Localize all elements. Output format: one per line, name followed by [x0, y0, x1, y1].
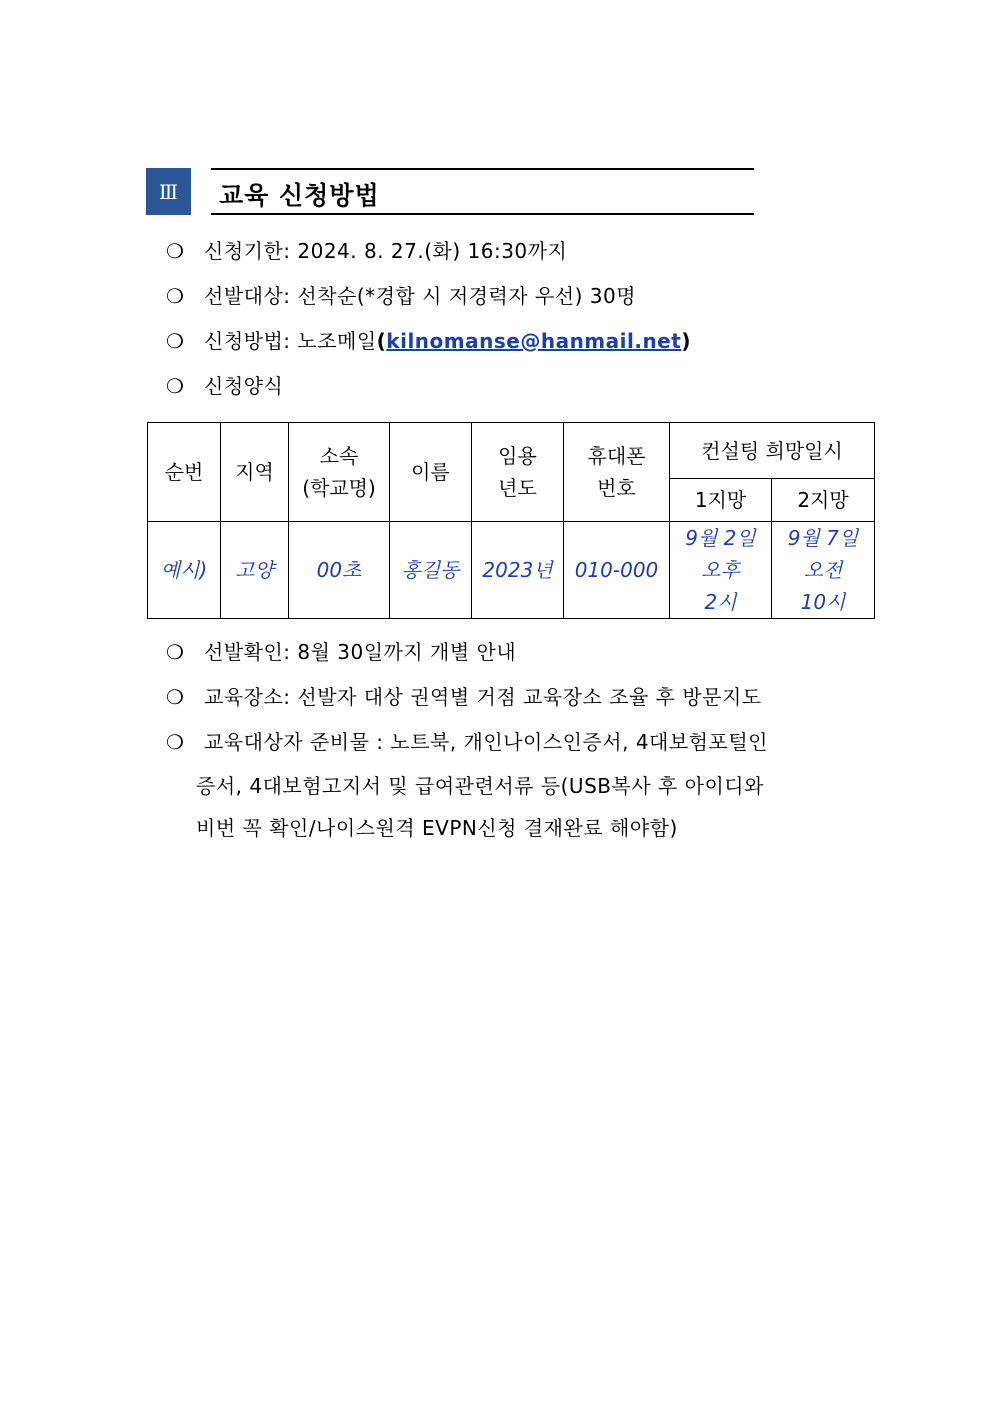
paren-open: ( [376, 329, 387, 353]
example-pref2-line2: 오전 [803, 558, 843, 582]
header-year [472, 423, 564, 522]
header-pref1: 1지망 [670, 479, 772, 522]
bullet-deadline [166, 238, 567, 264]
header-region: 지역 [221, 423, 289, 522]
paren-close: ) [681, 329, 691, 353]
header-phone [564, 423, 670, 522]
header-year-line1: 임용 [498, 444, 537, 468]
bullet-confirm [166, 639, 516, 665]
example-no: 예시) [148, 522, 221, 619]
example-pref1-line3: 2시 [704, 590, 737, 614]
example-region: 고양 [221, 522, 289, 619]
example-pref1-line1: 9월 2일 [685, 526, 756, 550]
form-text: 신청양식 [204, 374, 284, 398]
bullet-method [166, 328, 691, 354]
bullet-form [166, 373, 283, 399]
header-no: 순번 [148, 423, 221, 522]
circle-bullet-icon: ❍ [166, 239, 185, 263]
example-pref2-line3: 10시 [800, 590, 846, 614]
application-form-table [147, 422, 875, 619]
example-pref2 [772, 522, 875, 619]
bullet-place [166, 684, 762, 710]
section-number-badge: Ⅲ [146, 168, 191, 215]
example-pref1-line2: 오후 [701, 558, 740, 582]
prep-text-line1: 교육대상자 준비물 : 노트북, 개인나이스인증서, 4대보험포털인 [204, 730, 768, 754]
deadline-text: 신청기한: 2024. 8. 27.(화) 16:30까지 [204, 239, 568, 263]
confirm-text: 선발확인: 8월 30일까지 개별 안내 [204, 640, 517, 664]
section-title: 교육 신청방법 [219, 181, 380, 210]
email-link[interactable]: kilnomanse@hanmail.net [386, 329, 682, 353]
circle-bullet-icon: ❍ [166, 284, 185, 308]
header-pref2: 2지망 [772, 479, 875, 522]
method-text: 신청방법: 노조메일 [204, 329, 377, 353]
example-school: 00초 [289, 522, 390, 619]
place-text: 교육장소: 선발자 대상 권역별 거점 교육장소 조율 후 방문지도 [204, 685, 762, 709]
circle-bullet-icon: ❍ [166, 685, 185, 709]
section-title-bar [211, 168, 754, 215]
header-affiliation [289, 423, 390, 522]
example-name: 홍길동 [390, 522, 472, 619]
prep-text-line2: 증서, 4대보험고지서 및 급여관련서류 등(USB복사 후 아이디와 [196, 774, 764, 798]
circle-bullet-icon: ❍ [166, 640, 185, 664]
header-phone-line2: 번호 [597, 476, 636, 500]
prep-text-line3: 비번 꼭 확인/나이스원격 EVPN신청 결재완료 해야함) [196, 816, 678, 840]
circle-bullet-icon: ❍ [166, 329, 185, 353]
section-header [146, 168, 756, 218]
example-pref2-line1: 9월 7일 [787, 526, 859, 550]
bullet-prep [166, 729, 768, 755]
target-text: 선발대상: 선착순(*경합 시 저경력자 우선) 30명 [204, 284, 637, 308]
header-consult: 컨설팅 희망일시 [670, 423, 875, 479]
example-pref1 [670, 522, 772, 619]
header-affiliation-line2: (학교명) [302, 476, 376, 500]
header-year-line2: 년도 [498, 476, 537, 500]
circle-bullet-icon: ❍ [166, 730, 185, 754]
example-phone: 010-000 [564, 522, 670, 619]
header-affiliation-line1: 소속 [319, 444, 359, 468]
header-name: 이름 [390, 423, 472, 522]
header-phone-line1: 휴대폰 [587, 444, 646, 468]
circle-bullet-icon: ❍ [166, 374, 185, 398]
example-year: 2023년 [472, 522, 564, 619]
bullet-target [166, 283, 636, 309]
